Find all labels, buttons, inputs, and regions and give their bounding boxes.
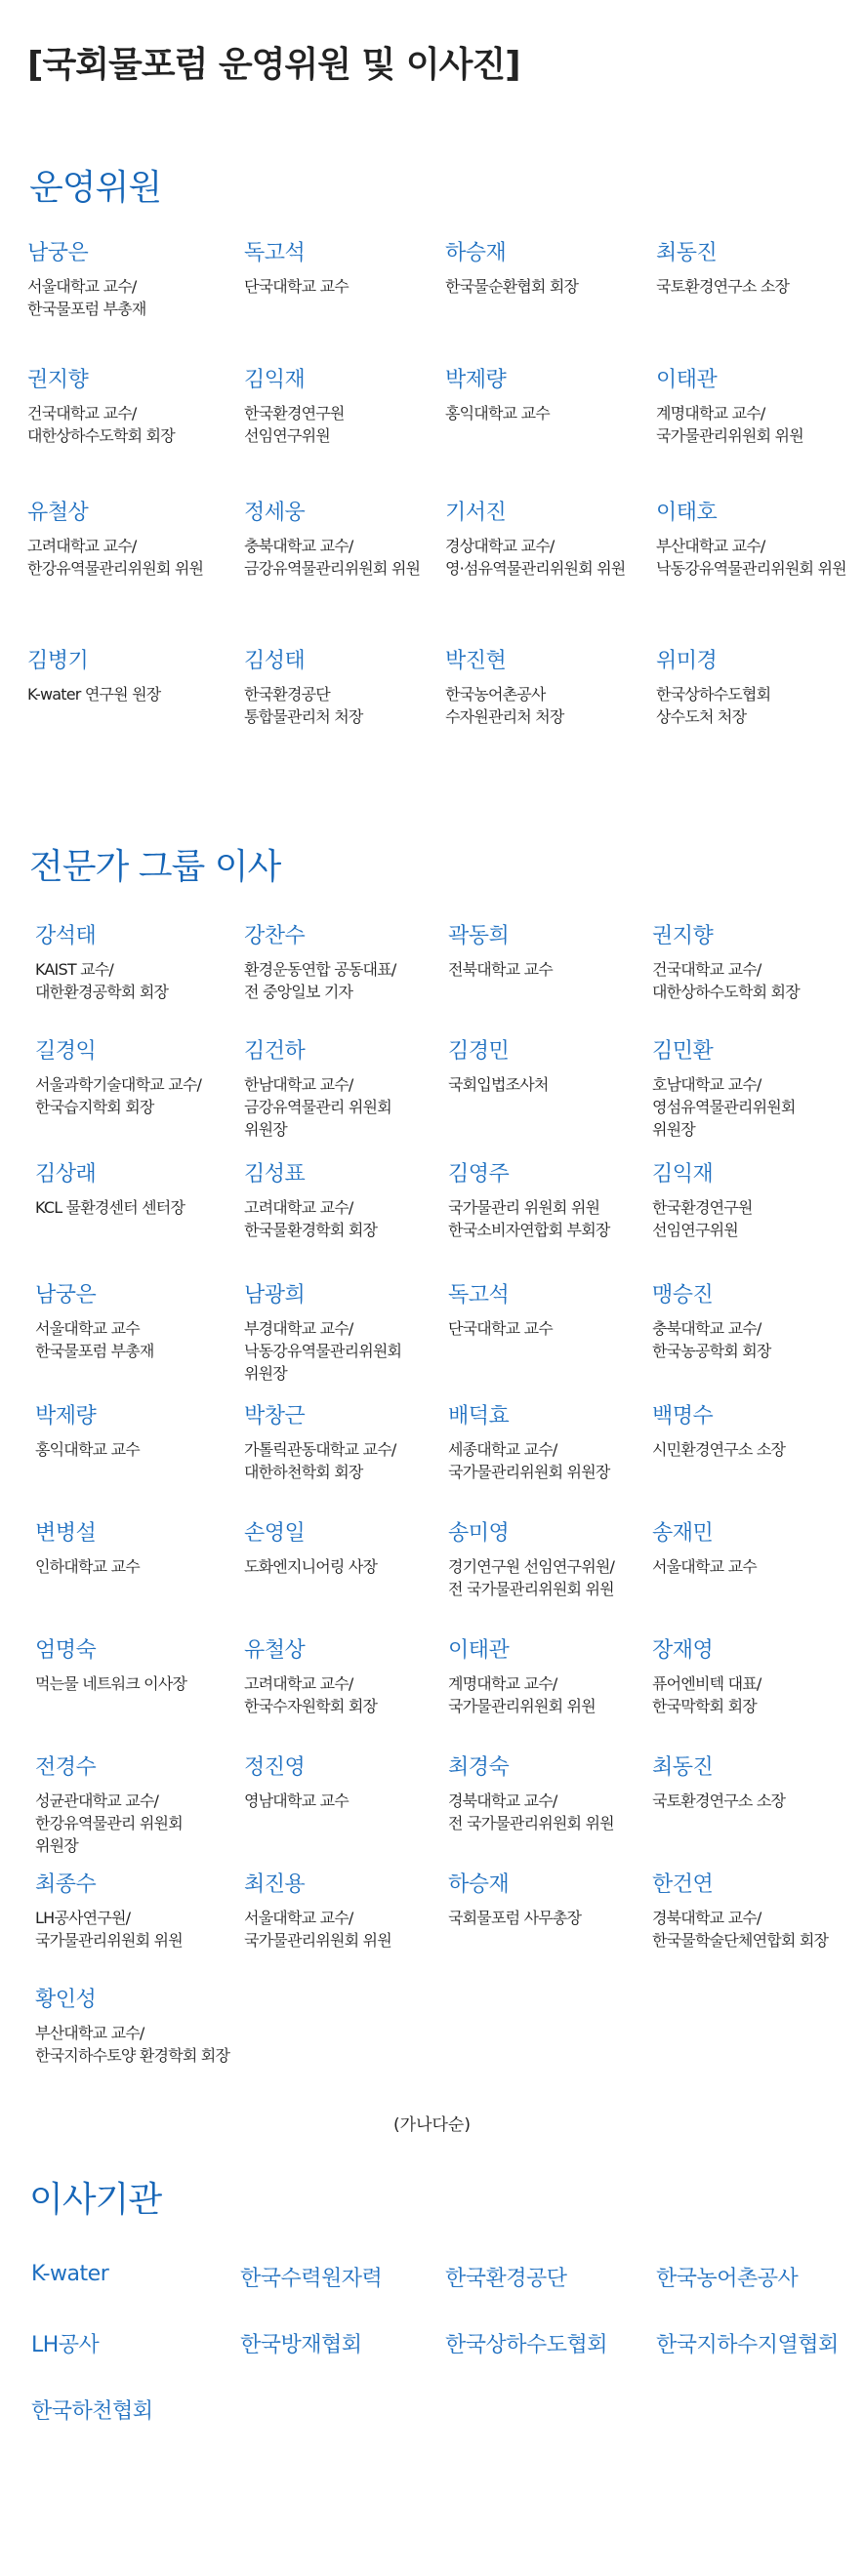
expert-member [448, 1161, 658, 1241]
person-affiliation: 서울대학교 교수/ 국가물관리위원회 위원 [244, 1909, 391, 1950]
person-affiliation: 국토환경연구소 소장 [652, 1791, 786, 1810]
person-affiliation: 경북대학교 교수/ 전 국가물관리위원회 위원 [448, 1791, 614, 1832]
person-name: 하승재 [448, 1872, 510, 1897]
expert-member [652, 1403, 862, 1461]
expert-member [448, 1520, 658, 1600]
expert-member [244, 1282, 454, 1385]
expert-member [652, 1872, 862, 1952]
institutions-heading: 이사기관 [29, 2180, 162, 2220]
person-affiliation: 충북대학교 교수/ 한국농공학회 회장 [652, 1319, 771, 1360]
person-name: 최진용 [244, 1872, 306, 1897]
person-affiliation: 성균관대학교 교수/ 한강유역물관리 위원회 위원장 [35, 1791, 183, 1855]
person-name: 남광희 [244, 1283, 306, 1308]
person-affiliation: 경기연구원 선임연구위원/ 전 국가물관리위원회 위원 [448, 1557, 615, 1598]
person-name: 김영주 [448, 1162, 510, 1187]
expert-member [448, 1872, 658, 1929]
person-affiliation: 홍익대학교 교수 [445, 404, 550, 423]
member-institution[interactable]: 한국하천협회 [31, 2399, 153, 2424]
committee-member [445, 500, 655, 580]
expert-member [652, 923, 862, 1003]
person-name: 강석태 [35, 924, 97, 948]
person-name: 위미경 [656, 649, 718, 673]
person-affiliation: 호남대학교 교수/ 영섬유역물관리위원회 위원장 [652, 1075, 796, 1139]
person-affiliation: 먹는물 네트워크 이사장 [35, 1674, 187, 1693]
person-affiliation: 부경대학교 교수/ 낙동강유역물관리위원회 위원장 [244, 1319, 402, 1383]
expert-member [35, 923, 245, 1003]
person-name: 김익재 [244, 368, 306, 392]
person-affiliation: 충북대학교 교수/ 금강유역물관리위원회 위원 [244, 537, 421, 578]
expert-member [652, 1520, 862, 1578]
committee-member [244, 367, 454, 447]
member-institution[interactable]: 한국지하수지열협회 [656, 2333, 839, 2357]
person-name: 유철상 [27, 501, 89, 525]
person-name: 최동진 [656, 241, 718, 265]
person-name: 최종수 [35, 1872, 97, 1897]
page-title: [국회물포럼 운영위원 및 이사진] [27, 45, 520, 85]
committee-member [27, 648, 237, 705]
committee-member [656, 500, 864, 580]
person-name: 강찬수 [244, 924, 306, 948]
person-affiliation: K-water 연구원 원장 [27, 685, 161, 704]
person-affiliation: 홍익대학교 교수 [35, 1440, 140, 1459]
person-name: 권지향 [652, 924, 714, 948]
person-name: 김병기 [27, 649, 89, 673]
expert-member [448, 1282, 658, 1340]
expert-member [35, 1161, 245, 1219]
expert-member [35, 1637, 245, 1695]
person-affiliation: 서울과학기술대학교 교수/ 한국습지학회 회장 [35, 1075, 202, 1116]
person-name: 김건하 [244, 1039, 306, 1064]
person-affiliation: 한국물순환협회 회장 [445, 277, 579, 296]
expert-member [448, 923, 658, 981]
person-name: 송미영 [448, 1521, 510, 1546]
member-institution[interactable]: 한국상하수도협회 [445, 2333, 608, 2357]
expert-member [35, 1520, 245, 1578]
person-affiliation: 계명대학교 교수/ 국가물관리위원회 위원 [656, 404, 803, 445]
person-name: 박창근 [244, 1404, 306, 1429]
person-affiliation: 경상대학교 교수/ 영·섬유역물관리위원회 위원 [445, 537, 626, 578]
person-affiliation: 가톨릭관동대학교 교수/ 대한하천학회 회장 [244, 1440, 396, 1481]
person-affiliation: 영남대학교 교수 [244, 1791, 349, 1810]
person-name: 기서진 [445, 501, 507, 525]
member-institution[interactable]: LH공사 [31, 2333, 100, 2357]
committee-member [244, 500, 454, 580]
expert-member [35, 1403, 245, 1461]
person-affiliation: 단국대학교 교수 [448, 1319, 553, 1338]
person-name: 김상래 [35, 1162, 97, 1187]
person-affiliation: 도화엔지니어링 사장 [244, 1557, 378, 1576]
person-name: 장재영 [652, 1638, 714, 1663]
person-affiliation: 퓨어엔비텍 대표/ 한국막학회 회장 [652, 1674, 761, 1715]
expert-member [244, 1403, 454, 1483]
expert-member [35, 1872, 245, 1952]
person-affiliation: 고려대학교 교수/ 한국수자원학회 회장 [244, 1674, 378, 1715]
person-name: 정진영 [244, 1755, 306, 1780]
expert-member [652, 1754, 862, 1812]
committee-member [27, 500, 237, 580]
person-name: 이태관 [656, 368, 718, 392]
member-institution[interactable]: 한국농어촌공사 [656, 2267, 799, 2291]
person-name: 최경숙 [448, 1755, 510, 1780]
person-affiliation: 국회물포럼 사무총장 [448, 1909, 582, 1927]
expert-member [244, 1520, 454, 1578]
experts-heading: 전문가 그룹 이사 [29, 847, 281, 887]
person-name: 한건연 [652, 1872, 714, 1897]
committee-heading: 운영위원 [29, 168, 162, 208]
person-name: 이태호 [656, 501, 718, 525]
expert-member [448, 1038, 658, 1096]
committee-member [244, 648, 454, 728]
person-affiliation: 환경운동연합 공동대표/ 전 중앙일보 기자 [244, 960, 396, 1001]
person-name: 배덕효 [448, 1404, 510, 1429]
person-affiliation: 국토환경연구소 소장 [656, 277, 790, 296]
expert-member [244, 1161, 454, 1241]
person-affiliation: 부산대학교 교수/ 한국지하수토양 환경학회 회장 [35, 2024, 230, 2065]
committee-member [445, 367, 655, 424]
committee-member [656, 240, 864, 298]
person-affiliation: 부산대학교 교수/ 낙동강유역물관리위원회 위원 [656, 537, 846, 578]
person-name: 최동진 [652, 1755, 714, 1780]
expert-member [652, 1282, 862, 1362]
person-affiliation: 서울대학교 교수/ 한국물포럼 부총재 [27, 277, 146, 318]
person-name: 이태관 [448, 1638, 510, 1663]
expert-member [652, 1637, 862, 1717]
person-name: 백명수 [652, 1404, 714, 1429]
person-affiliation: KCL 물환경센터 센터장 [35, 1198, 185, 1217]
member-institution[interactable]: K-water [31, 2262, 109, 2286]
person-name: 손영일 [244, 1521, 306, 1546]
person-affiliation: 경북대학교 교수/ 한국물학술단체연합회 회장 [652, 1909, 829, 1950]
person-name: 하승재 [445, 241, 507, 265]
person-name: 남궁은 [27, 241, 89, 265]
committee-member [656, 367, 864, 447]
committee-member [656, 648, 864, 728]
person-name: 길경익 [35, 1039, 97, 1064]
person-name: 맹승진 [652, 1283, 714, 1308]
person-affiliation: 건국대학교 교수/ 대한상하수도학회 회장 [652, 960, 800, 1001]
person-name: 박제량 [445, 368, 507, 392]
expert-member [244, 1872, 454, 1952]
person-affiliation: 국회입법조사처 [448, 1075, 549, 1094]
person-name: 김민환 [652, 1039, 714, 1064]
person-affiliation: 국가물관리 위원회 위원 한국소비자연합회 부회장 [448, 1198, 610, 1239]
person-affiliation: 고려대학교 교수/ 한강유역물관리위원회 위원 [27, 537, 204, 578]
person-affiliation: KAIST 교수/ 대한환경공학회 회장 [35, 960, 169, 1001]
person-affiliation: 고려대학교 교수/ 한국물환경학회 회장 [244, 1198, 378, 1239]
person-affiliation: 한국상하수도협회 상수도처 처장 [656, 685, 771, 726]
person-name: 김경민 [448, 1039, 510, 1064]
person-name: 김성태 [244, 649, 306, 673]
person-affiliation: LH공사연구원/ 국가물관리위원회 위원 [35, 1909, 183, 1950]
person-affiliation: 한국환경연구원 선임연구위원 [244, 404, 345, 445]
expert-member [448, 1754, 658, 1834]
expert-member [35, 1282, 245, 1362]
committee-member [445, 240, 655, 298]
expert-member [35, 1754, 245, 1857]
person-affiliation: 단국대학교 교수 [244, 277, 349, 296]
member-institution[interactable]: 한국수력원자력 [240, 2267, 383, 2291]
person-affiliation: 계명대학교 교수/ 국가물관리위원회 위원 [448, 1674, 596, 1715]
person-name: 곽동희 [448, 924, 510, 948]
person-affiliation: 세종대학교 교수/ 국가물관리위원회 위원장 [448, 1440, 610, 1481]
committee-member [27, 367, 237, 447]
expert-member [448, 1403, 658, 1483]
expert-member [244, 1637, 454, 1717]
person-affiliation: 한국환경연구원 선임연구위원 [652, 1198, 753, 1239]
sort-order-note: (가나다순) [393, 2115, 471, 2135]
person-affiliation: 인하대학교 교수 [35, 1557, 140, 1576]
member-institution[interactable]: 한국환경공단 [445, 2267, 567, 2291]
person-name: 황인성 [35, 1988, 97, 2012]
person-name: 독고석 [448, 1283, 510, 1308]
person-name: 독고석 [244, 241, 306, 265]
person-affiliation: 서울대학교 교수 [652, 1557, 757, 1576]
person-affiliation: 건국대학교 교수/ 대한상하수도학회 회장 [27, 404, 175, 445]
person-affiliation: 전북대학교 교수 [448, 960, 553, 979]
person-name: 유철상 [244, 1638, 306, 1663]
person-name: 김익재 [652, 1162, 714, 1187]
person-name: 송재민 [652, 1521, 714, 1546]
committee-member [445, 648, 655, 728]
committee-member [244, 240, 454, 298]
expert-member [35, 1038, 245, 1118]
person-name: 박진현 [445, 649, 507, 673]
person-name: 권지향 [27, 368, 89, 392]
expert-member [652, 1161, 862, 1241]
expert-member [244, 1754, 454, 1812]
committee-member [27, 240, 237, 320]
person-affiliation: 시민환경연구소 소장 [652, 1440, 786, 1459]
person-affiliation: 한남대학교 교수/ 금강유역물관리 위원회 위원장 [244, 1075, 391, 1139]
person-name: 변병설 [35, 1521, 97, 1546]
person-name: 남궁은 [35, 1283, 97, 1308]
person-name: 정세웅 [244, 501, 306, 525]
person-affiliation: 한국환경공단 통합물관리처 처장 [244, 685, 363, 726]
member-institution[interactable]: 한국방재협회 [240, 2333, 362, 2357]
expert-member [35, 1987, 245, 2067]
expert-member [244, 1038, 454, 1141]
person-name: 김성표 [244, 1162, 306, 1187]
expert-member [448, 1637, 658, 1717]
expert-member [652, 1038, 862, 1141]
person-name: 전경수 [35, 1755, 97, 1780]
person-affiliation: 한국농어촌공사 수자원관리처 처장 [445, 685, 564, 726]
person-name: 박제량 [35, 1404, 97, 1429]
person-name: 엄명숙 [35, 1638, 97, 1663]
person-affiliation: 서울대학교 교수 한국물포럼 부총재 [35, 1319, 154, 1360]
expert-member [244, 923, 454, 1003]
